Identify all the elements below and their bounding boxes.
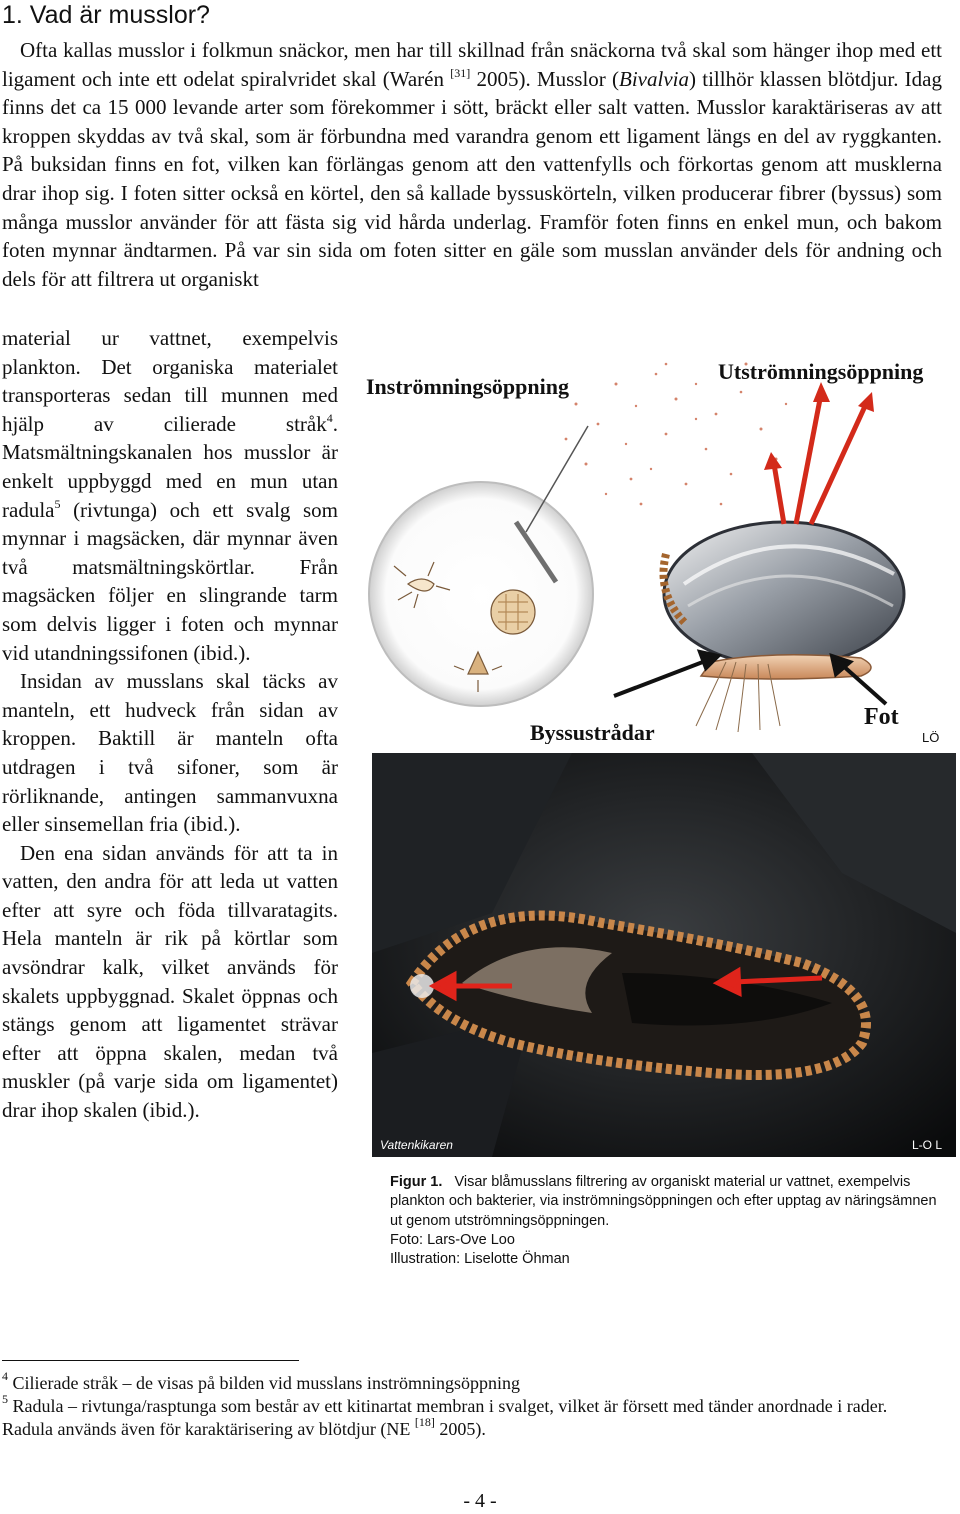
mussel-illustration (366, 344, 960, 744)
illustrator-signature: LÖ (922, 730, 940, 744)
label-foot: Fot (864, 704, 899, 730)
column-paragraph-2: Insidan av musslans skal täcks av manteln, ett hudveck från sidan av kroppen. Baktill är manteln ofta utdragen i två sifoner, som är rörliknande, antingen sammanvuxna eller sinsemellan fria (ibid.). (2, 669, 338, 837)
citation-31: [31] (450, 65, 471, 80)
column-paragraph-1 (2, 324, 338, 667)
outflow-arrows (774, 394, 866, 524)
footnote-text-5: Radula – rivtunga/rasptunga som består av ett kitinartat membran i svalget, vilket är försett med tänder anordnade i rader. Radula används även för karaktärisering av blötdjur (NE (2, 1396, 888, 1439)
column-text-1: material ur vattnet, exempelvis plankton. Det organiska materialet transporteras sedan till munnen med hjälp av cilierade stråk (2, 326, 338, 436)
intro-text-1: Ofta kallas musslor i folkmun snäckor, men har till skillnad från snäckorna två skal som hänger ihop med ett ligament och inte ett odelat spiralvridet skal (Warén (2, 38, 942, 91)
intro-text-3: ) tillhör klassen blötdjur. Idag finns det ca 15 000 levande arter som förekommer i sött, bräckt eller salt vatten. Musslor karaktäriseras av att kroppen skyddas av två skal, som är förbundna med varandra genom ett ligament längs en del av ryggkanten. På buksidan finns en fot, vilken kan förlängas genom att den vattenfylls och förkortas genom att musklerna drar ihop sig. I foten sitter också en körtel, den så kallade byssuskörteln, vilken producerar fibrer (byssus) som många musslor använder för att fästa sig vid hårda underlag. Framför foten finns en enkel mun, och bakom foten mynnar ändtarmen. På var sin sida om foten sitter en gäle som musslan använder dels för andning och dels för att filtrera ut organiskt (2, 66, 942, 291)
footnote-separator (2, 1360, 299, 1361)
bivalvia-term: Bivalvia (619, 66, 689, 91)
column-paragraph-3: Den ena sidan används för att ta in vatten, den andra för att leda ut vatten efter att syre och föda tillvaratagits. Hela manteln är rik på körtlar som avsöndrar kalk, vilket används för skalets uppbyggnad. Skalet öppnas och stängs genom att ligamentet strävar efter att öppna skalen, medan två muskler (på varje sida om ligamentet) drar ihop skalen (ibid.). (2, 840, 338, 1123)
caption-main (390, 1173, 938, 1231)
label-byssus: Byssustrådar (530, 720, 655, 744)
caption-text: Visar blåmusslans filtrering av organiskt material ur vattnet, exempelvis plankton och bakterier, via inströmningsöppningen och efter upptag av näringsämnen ut genom utströmningsöppningen. (390, 1174, 937, 1229)
label-outflow: Utströmningsöppning (718, 359, 924, 384)
text-column (2, 324, 338, 1125)
intro-text-2: 2005). Musslor ( (470, 66, 620, 91)
figure-caption (390, 1173, 938, 1269)
footnote-text-5b: 2005). (434, 1419, 486, 1439)
footnote-ref-5[interactable]: 5 (54, 496, 61, 511)
page-number: - 4 - (463, 1490, 497, 1512)
caption-illustration-credit: Illustration: Liselotte Öhman (390, 1251, 570, 1268)
footnote-number-5: 5 (2, 1392, 8, 1406)
section-heading: 1. Vad är musslor? (2, 1, 210, 29)
footnote-ref-4[interactable]: 4 (326, 410, 333, 425)
column-text-2: . Matsmältningskanalen hos musslor är enkelt uppbyggd med en mun utan radula (2, 411, 338, 522)
label-inflow: Inströmningsöppning (366, 374, 569, 399)
mussel-photo (372, 753, 956, 1157)
caption-label: Figur 1. (390, 1174, 443, 1190)
intro-paragraph (2, 36, 942, 293)
caption-photo-credit: Foto: Lars-Ove Loo (390, 1231, 515, 1248)
footnote-text-4: Cilierade stråk – de visas på bilden vid musslans inströmningsöppning (12, 1373, 520, 1393)
footnotes (2, 1369, 932, 1441)
footnote-5 (2, 1392, 932, 1441)
footnote-4 (2, 1369, 932, 1395)
citation-18: [18] (414, 1415, 435, 1429)
photo-credit-left: Vattenkikaren (380, 1138, 453, 1152)
footnote-number-4: 4 (2, 1369, 8, 1383)
column-text-3: (rivtunga) och ett svalg som mynnar i magsäcken, där mynnar även två matsmältningskörtlar. Från magsäcken följer en slingrande tarm som delvis ligger i foten och mynnar vid utandningssifonen (ibid.). (2, 497, 338, 665)
photo-credit-right: L-O L (912, 1138, 943, 1152)
